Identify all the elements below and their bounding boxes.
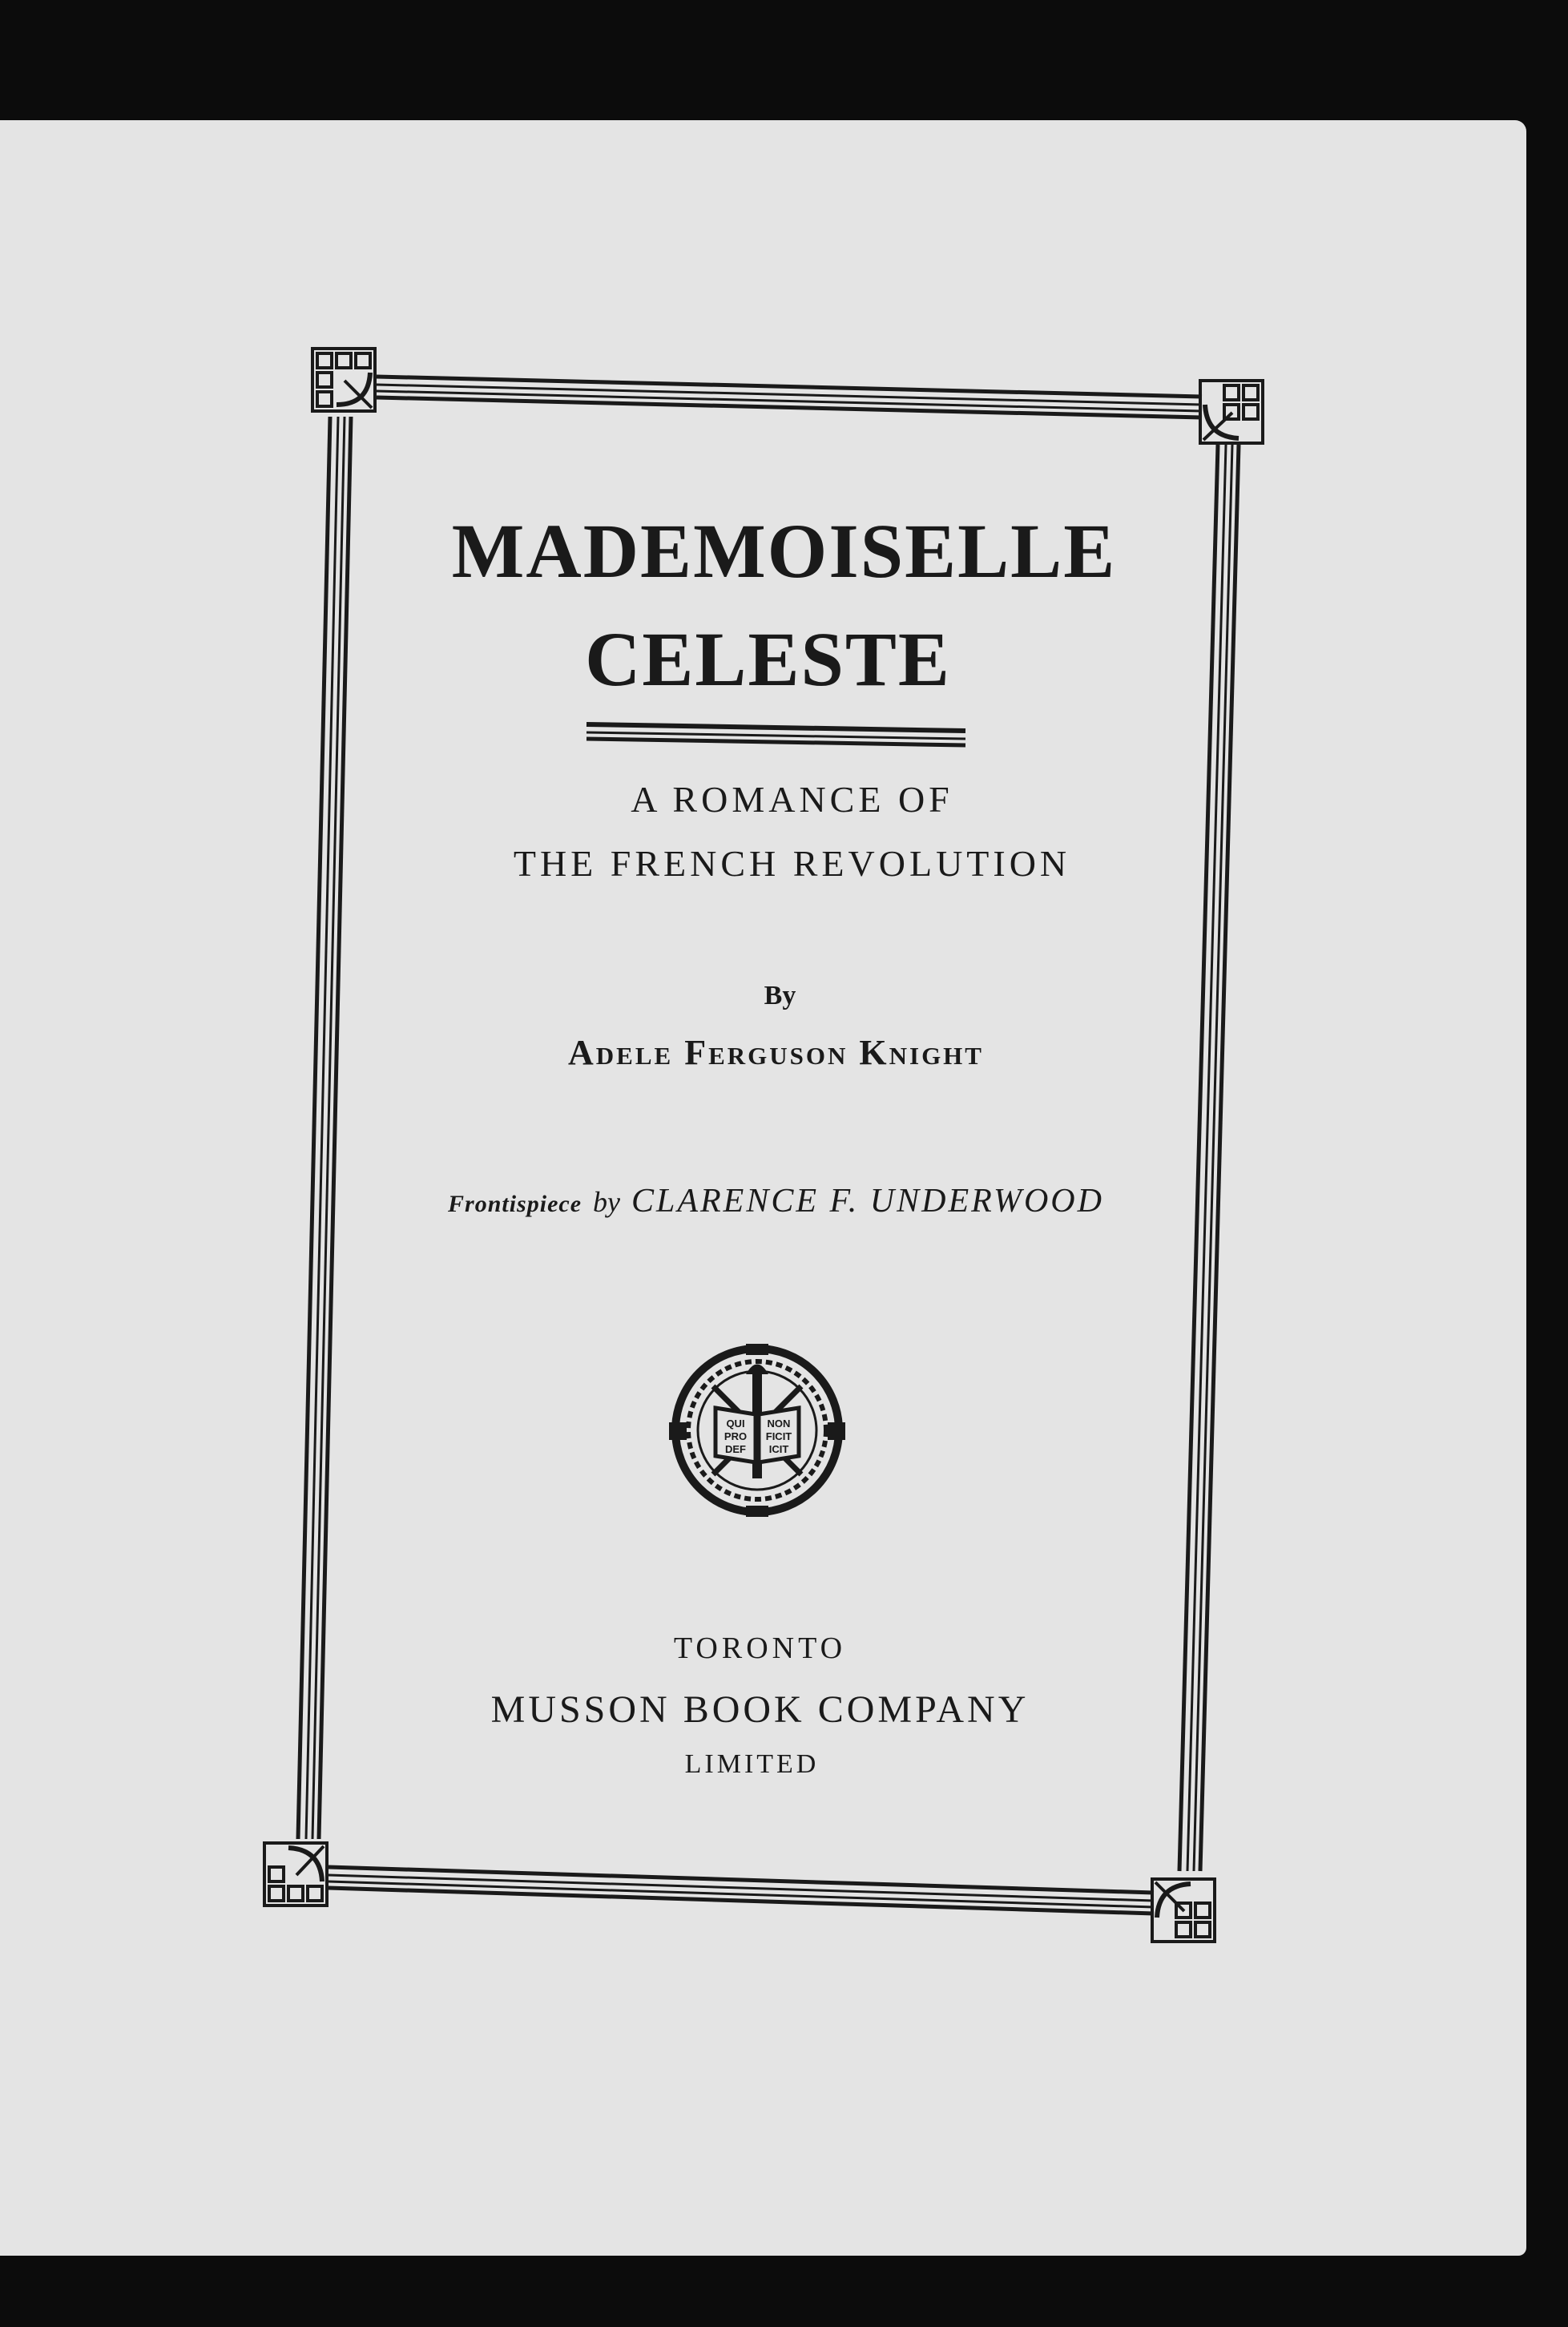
frontispiece-label: Frontispiece bbox=[448, 1191, 582, 1217]
imprint-city: TORONTO bbox=[673, 1631, 847, 1665]
frontispiece-by: by bbox=[593, 1186, 620, 1218]
corner-ornament-bottom-right bbox=[1152, 1879, 1215, 1942]
border-top-rule bbox=[377, 377, 1202, 417]
frontispiece-artist: CLARENCE F. UNDERWOOD bbox=[631, 1183, 1104, 1220]
corner-ornament-top-right bbox=[1200, 381, 1263, 443]
subtitle-line-2: THE FRENCH REVOLUTION bbox=[513, 843, 1071, 884]
corner-ornament-bottom-left bbox=[264, 1843, 327, 1906]
subtitle-line-1: A ROMANCE OF bbox=[631, 779, 953, 820]
imprint-publisher: MUSSON BOOK COMPANY bbox=[490, 1688, 1030, 1731]
title-divider-rule bbox=[586, 724, 965, 745]
emblem-motto-6: ICIT bbox=[768, 1443, 789, 1455]
publisher-emblem-icon bbox=[669, 1342, 845, 1518]
book-title-line-2: CELESTE bbox=[585, 616, 951, 702]
author-name: Adele Ferguson Knight bbox=[568, 1033, 984, 1072]
byline-by: By bbox=[764, 981, 796, 1010]
emblem-motto-2: NON bbox=[767, 1418, 791, 1430]
emblem-motto-1: QUI bbox=[726, 1418, 745, 1430]
corner-ornament-top-left bbox=[312, 349, 375, 411]
emblem-motto-3: PRO bbox=[724, 1430, 748, 1442]
frontispiece-credit bbox=[0, 1184, 1560, 1218]
emblem-motto-5: DEF bbox=[725, 1443, 746, 1455]
imprint-limited: LIMITED bbox=[684, 1749, 820, 1779]
book-title-line-1: MADEMOISELLE bbox=[451, 508, 1117, 594]
emblem-motto-4: FICIT bbox=[765, 1430, 792, 1442]
border-bottom-rule bbox=[329, 1867, 1154, 1914]
